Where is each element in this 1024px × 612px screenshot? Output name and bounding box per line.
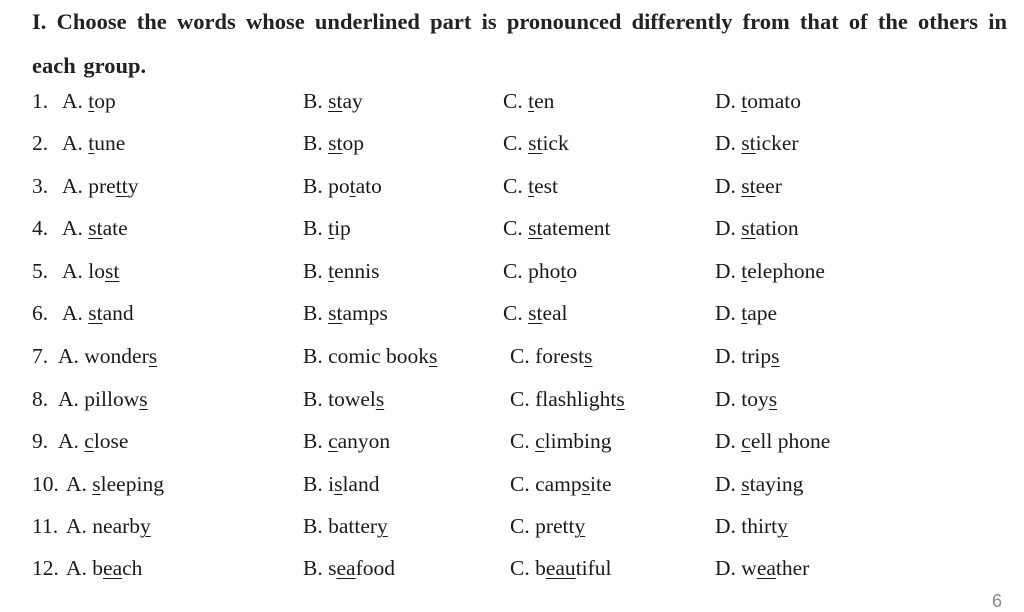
underlined-part: st bbox=[741, 216, 756, 240]
option-text: ation bbox=[755, 216, 799, 240]
underlined-part: t bbox=[328, 259, 335, 283]
option-text: ick bbox=[542, 131, 569, 155]
option-text: D. bbox=[715, 216, 742, 240]
option-text: A. pillow bbox=[58, 387, 140, 411]
option-text: eal bbox=[542, 301, 568, 325]
option-text: C. forest bbox=[510, 344, 585, 368]
question-row bbox=[0, 213, 1024, 249]
option-text: ennis bbox=[334, 259, 380, 283]
option-d bbox=[715, 469, 803, 499]
underlined-part: s bbox=[581, 472, 591, 496]
option-d bbox=[715, 553, 809, 583]
option-text: taying bbox=[749, 472, 804, 496]
option-a bbox=[58, 384, 148, 414]
underlined-part: ea bbox=[336, 556, 356, 580]
option-text: A. pre bbox=[62, 174, 116, 198]
option-text: A. b bbox=[66, 556, 104, 580]
option-c bbox=[503, 128, 569, 158]
underlined-part: st bbox=[328, 301, 343, 325]
option-c bbox=[510, 511, 585, 541]
option-text: C. prett bbox=[510, 514, 575, 538]
option-text: B. bbox=[303, 89, 329, 113]
underlined-part: s bbox=[584, 344, 593, 368]
underlined-part: eau bbox=[545, 556, 576, 580]
option-a bbox=[62, 171, 138, 201]
option-text: omato bbox=[747, 89, 802, 113]
option-text: lose bbox=[93, 429, 129, 453]
exercise-heading: I. Choose the words whose underlined part is pronounced differently from that of the others in each group. bbox=[32, 9, 1007, 78]
option-d bbox=[715, 511, 788, 541]
underlined-part: c bbox=[535, 429, 545, 453]
question-number: 12. bbox=[32, 556, 59, 580]
option-text: D. bbox=[715, 174, 742, 198]
question-number: 2. bbox=[32, 131, 49, 155]
option-text: A. bbox=[66, 472, 93, 496]
option-text: ay bbox=[342, 89, 363, 113]
underlined-part: s bbox=[771, 344, 780, 368]
option-d bbox=[715, 384, 777, 414]
question-number: 6. bbox=[32, 301, 49, 325]
option-b bbox=[303, 256, 379, 286]
option-text: B. bbox=[303, 259, 329, 283]
option-text: tiful bbox=[575, 556, 612, 580]
option-a bbox=[62, 256, 119, 286]
underlined-part: st bbox=[105, 259, 120, 283]
option-text: ato bbox=[355, 174, 382, 198]
option-text: C. flashlight bbox=[510, 387, 617, 411]
underlined-part: s bbox=[741, 472, 750, 496]
question-number: 11. bbox=[32, 514, 59, 538]
option-text: B. comic book bbox=[303, 344, 429, 368]
question-row bbox=[0, 86, 1024, 122]
option-text: B. batter bbox=[303, 514, 378, 538]
option-c bbox=[503, 213, 611, 243]
option-b bbox=[303, 469, 379, 499]
underlined-part: y bbox=[777, 514, 788, 538]
option-d bbox=[715, 86, 801, 116]
option-text: D. toy bbox=[715, 387, 769, 411]
option-text: ell phone bbox=[750, 429, 831, 453]
underlined-part: t bbox=[88, 131, 95, 155]
underlined-part: s bbox=[148, 344, 158, 368]
option-text: C. bbox=[510, 429, 536, 453]
underlined-part: s bbox=[768, 387, 778, 411]
option-text: C. b bbox=[510, 556, 546, 580]
option-text: D. bbox=[715, 131, 742, 155]
option-text: ape bbox=[747, 301, 778, 325]
option-text: A. bbox=[62, 216, 89, 240]
underlined-part: st bbox=[741, 131, 756, 155]
question-row bbox=[0, 426, 1024, 462]
option-d bbox=[715, 426, 830, 456]
option-text: op bbox=[94, 89, 116, 113]
option-text: B. po bbox=[303, 174, 350, 198]
option-text: amps bbox=[342, 301, 388, 325]
option-text: B. bbox=[303, 429, 329, 453]
option-d bbox=[715, 298, 777, 328]
option-text: ch bbox=[122, 556, 143, 580]
option-a bbox=[62, 86, 116, 116]
option-text: A. nearb bbox=[66, 514, 141, 538]
option-text: D. trip bbox=[715, 344, 772, 368]
option-text: B. bbox=[303, 301, 329, 325]
underlined-part: st bbox=[528, 216, 543, 240]
question-number: 5. bbox=[32, 259, 49, 283]
underlined-part: c bbox=[328, 429, 338, 453]
underlined-part: s bbox=[375, 387, 385, 411]
option-text: op bbox=[342, 131, 364, 155]
option-a bbox=[62, 298, 134, 328]
underlined-part: st bbox=[328, 89, 343, 113]
option-text: D. bbox=[715, 472, 742, 496]
underlined-part: t bbox=[88, 89, 95, 113]
option-c bbox=[510, 384, 625, 414]
underlined-part: s bbox=[139, 387, 148, 411]
underlined-part: s bbox=[616, 387, 625, 411]
question-number: 7. bbox=[32, 344, 49, 368]
underlined-part: y bbox=[377, 514, 388, 538]
option-text: D. bbox=[715, 301, 742, 325]
option-text: limbing bbox=[544, 429, 612, 453]
option-text: ite bbox=[590, 472, 612, 496]
question-number: 8. bbox=[32, 387, 49, 411]
option-text: leeping bbox=[100, 472, 164, 496]
option-d bbox=[715, 128, 799, 158]
option-text: o bbox=[566, 259, 578, 283]
option-text: C. camp bbox=[510, 472, 582, 496]
option-c bbox=[510, 553, 612, 583]
option-d bbox=[715, 171, 782, 201]
option-text: atement bbox=[542, 216, 611, 240]
question-row bbox=[0, 256, 1024, 292]
option-c bbox=[510, 341, 592, 371]
option-a bbox=[62, 128, 125, 158]
question-row bbox=[0, 553, 1024, 589]
page-number: 6 bbox=[991, 591, 1002, 611]
option-text: B. i bbox=[303, 472, 335, 496]
option-text: B. towel bbox=[303, 387, 376, 411]
underlined-part: y bbox=[574, 514, 586, 538]
option-c bbox=[510, 469, 612, 499]
option-a bbox=[66, 511, 151, 541]
option-text: D. w bbox=[715, 556, 757, 580]
underlined-part: t bbox=[349, 174, 356, 198]
underlined-part: ea bbox=[756, 556, 776, 580]
option-text: land bbox=[342, 472, 380, 496]
underlined-part: s bbox=[92, 472, 101, 496]
question-row bbox=[0, 341, 1024, 377]
option-text: D. thirt bbox=[715, 514, 778, 538]
option-d bbox=[715, 213, 799, 243]
option-a bbox=[58, 426, 128, 456]
option-text: icker bbox=[755, 131, 799, 155]
option-text: anyon bbox=[337, 429, 391, 453]
question-number: 10. bbox=[32, 472, 59, 496]
underlined-part: t bbox=[741, 301, 748, 325]
underlined-part: c bbox=[84, 429, 94, 453]
question-row bbox=[0, 128, 1024, 164]
option-text: A. lo bbox=[62, 259, 105, 283]
option-text: ther bbox=[775, 556, 810, 580]
option-text: and bbox=[102, 301, 134, 325]
option-c bbox=[503, 86, 554, 116]
underlined-part: t bbox=[741, 89, 748, 113]
question-row bbox=[0, 298, 1024, 334]
option-text: elephone bbox=[747, 259, 825, 283]
option-b bbox=[303, 213, 351, 243]
underlined-part: t bbox=[328, 216, 335, 240]
option-c bbox=[503, 171, 558, 201]
option-text: B. bbox=[303, 216, 329, 240]
underlined-part: ea bbox=[103, 556, 123, 580]
underlined-part: t bbox=[528, 174, 535, 198]
option-text: C. bbox=[503, 301, 529, 325]
option-b bbox=[303, 86, 363, 116]
underlined-part: s bbox=[429, 344, 438, 368]
option-text: D. bbox=[715, 259, 742, 283]
option-b bbox=[303, 341, 437, 371]
question-row bbox=[0, 469, 1024, 505]
option-text: A. wonder bbox=[58, 344, 149, 368]
question-number: 4. bbox=[32, 216, 49, 240]
option-text: en bbox=[534, 89, 555, 113]
option-b bbox=[303, 426, 390, 456]
question-number: 9. bbox=[32, 429, 49, 453]
underlined-part: tt bbox=[115, 174, 128, 198]
option-text: C. bbox=[503, 216, 529, 240]
option-b bbox=[303, 171, 382, 201]
underlined-part: c bbox=[741, 429, 751, 453]
option-text: ate bbox=[102, 216, 128, 240]
option-text: est bbox=[534, 174, 558, 198]
option-text: D. bbox=[715, 89, 742, 113]
option-a bbox=[66, 469, 164, 499]
option-a bbox=[66, 553, 142, 583]
option-text: ip bbox=[334, 216, 351, 240]
underlined-part: s bbox=[334, 472, 343, 496]
option-text: B. s bbox=[303, 556, 337, 580]
option-b bbox=[303, 511, 388, 541]
option-text: C. bbox=[503, 89, 529, 113]
option-text: eer bbox=[755, 174, 782, 198]
option-b bbox=[303, 553, 395, 583]
option-b bbox=[303, 384, 384, 414]
option-text: A. bbox=[58, 429, 85, 453]
option-b bbox=[303, 128, 364, 158]
underlined-part: st bbox=[88, 216, 103, 240]
option-c bbox=[503, 256, 577, 286]
underlined-part: t bbox=[560, 259, 567, 283]
option-c bbox=[510, 426, 612, 456]
option-d bbox=[715, 341, 780, 371]
option-c bbox=[503, 298, 568, 328]
underlined-part: st bbox=[528, 301, 543, 325]
question-number: 3. bbox=[32, 174, 49, 198]
underlined-part: st bbox=[88, 301, 103, 325]
option-text: une bbox=[94, 131, 126, 155]
underlined-part: st bbox=[741, 174, 756, 198]
question-row bbox=[0, 511, 1024, 547]
option-text: C. bbox=[503, 131, 529, 155]
option-text: C. bbox=[503, 174, 529, 198]
underlined-part: t bbox=[528, 89, 535, 113]
option-text: A. bbox=[62, 131, 89, 155]
option-text: A. bbox=[62, 301, 89, 325]
option-text: y bbox=[127, 174, 139, 198]
question-row bbox=[0, 384, 1024, 420]
option-d bbox=[715, 256, 825, 286]
option-text: B. bbox=[303, 131, 329, 155]
option-a bbox=[62, 213, 128, 243]
option-a bbox=[58, 341, 157, 371]
question-row bbox=[0, 171, 1024, 207]
option-text: C. pho bbox=[503, 259, 561, 283]
option-b bbox=[303, 298, 388, 328]
underlined-part: st bbox=[328, 131, 343, 155]
underlined-part: st bbox=[528, 131, 543, 155]
underlined-part: y bbox=[140, 514, 151, 538]
option-text: food bbox=[355, 556, 395, 580]
question-number: 1. bbox=[32, 89, 49, 113]
option-text: A. bbox=[62, 89, 89, 113]
option-text: D. bbox=[715, 429, 742, 453]
underlined-part: t bbox=[741, 259, 748, 283]
